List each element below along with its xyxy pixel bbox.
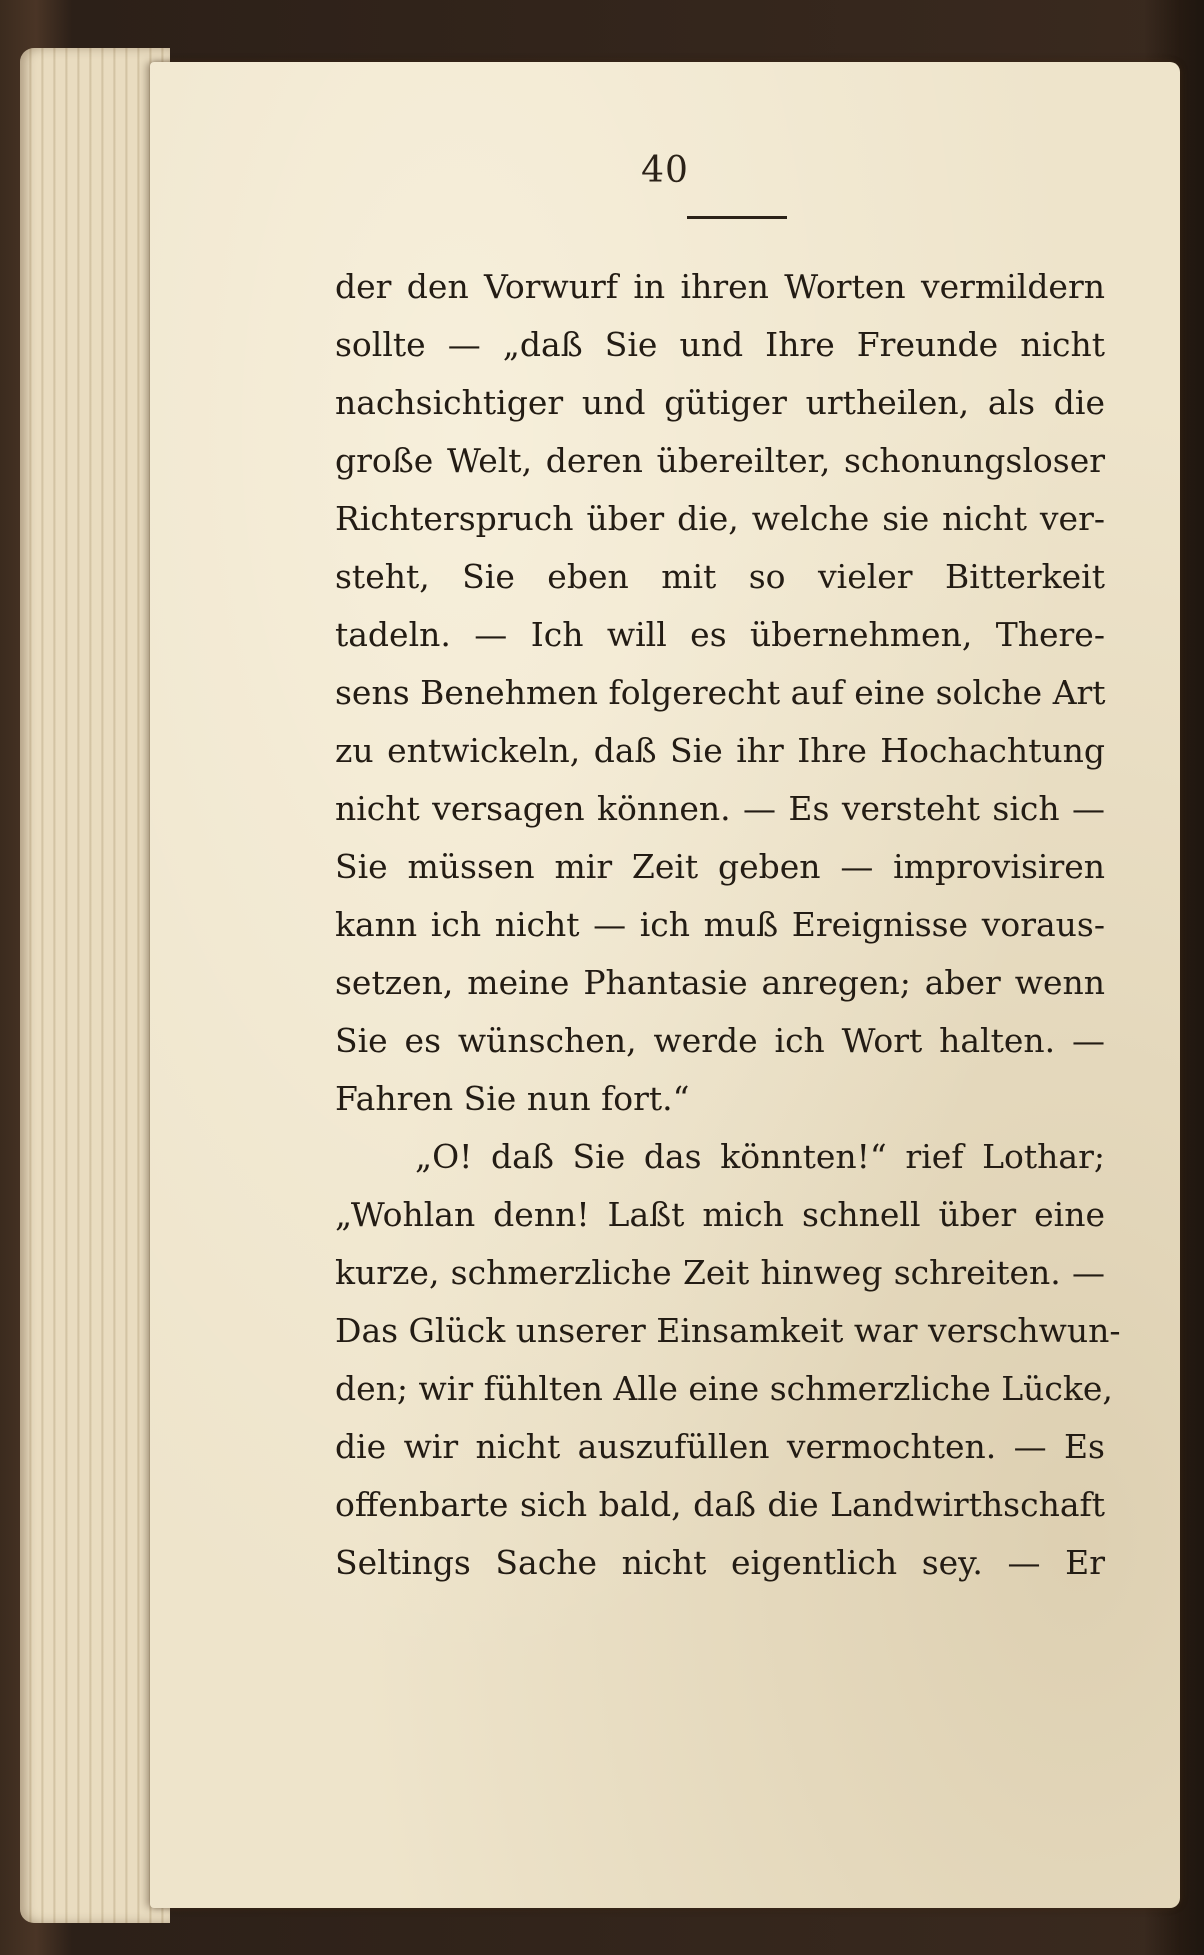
- text-line: Das Glück unserer Einsamkeit war verschwun-: [335, 1311, 1121, 1350]
- page-number: 40: [641, 150, 689, 191]
- text-line: die wir nicht auszufüllen vermochten. — Es: [335, 1427, 1105, 1466]
- text-line: „Wohlan denn! Laßt mich schnell über eine: [335, 1195, 1105, 1234]
- book-page: [150, 62, 1180, 1908]
- page-edges: [20, 48, 170, 1923]
- text-line: offenbarte sich bald, daß die Landwirthschaft: [335, 1485, 1105, 1524]
- page-number-rule: [687, 216, 787, 219]
- text-line: den; wir fühlten Alle eine schmerzliche Lücke,: [335, 1369, 1113, 1408]
- text-line: der den Vorwurf in ihren Worten vermildern: [335, 267, 1105, 306]
- text-line: Seltings Sache nicht eigentlich sey. — Er: [335, 1543, 1105, 1582]
- text-line: setzen, meine Phantasie anregen; aber wenn: [335, 963, 1105, 1002]
- text-line: Sie müssen mir Zeit geben — improvisiren: [335, 847, 1105, 886]
- text-line: kurze, schmerzliche Zeit hinweg schreiten. —: [335, 1253, 1105, 1292]
- text-line: Sie es wünschen, werde ich Wort halten. —: [335, 1021, 1105, 1060]
- text-line: tadeln. — Ich will es übernehmen, There-: [335, 615, 1105, 654]
- text-line: große Welt, deren übereilter, schonungsloser: [335, 441, 1105, 480]
- body-text: [335, 258, 1121, 1592]
- text-line: Fahren Sie nun fort.“: [335, 1079, 690, 1118]
- text-line: sollte — „daß Sie und Ihre Freunde nicht: [335, 325, 1105, 364]
- text-line: Richterspruch über die, welche sie nicht ver-: [335, 499, 1105, 538]
- text-line: steht, Sie eben mit so vieler Bitterkeit: [335, 557, 1105, 596]
- text-line: sens Benehmen folgerecht auf eine solche Art: [335, 673, 1106, 712]
- text-line: „O! daß Sie das könnten!“ rief Lothar;: [415, 1137, 1105, 1176]
- text-line: zu entwickeln, daß Sie ihr Ihre Hochachtung: [335, 731, 1105, 770]
- text-line: nachsichtiger und gütiger urtheilen, als die: [335, 383, 1105, 422]
- text-line: kann ich nicht — ich muß Ereignisse voraus-: [335, 905, 1105, 944]
- text-line: nicht versagen können. — Es versteht sich —: [335, 789, 1105, 828]
